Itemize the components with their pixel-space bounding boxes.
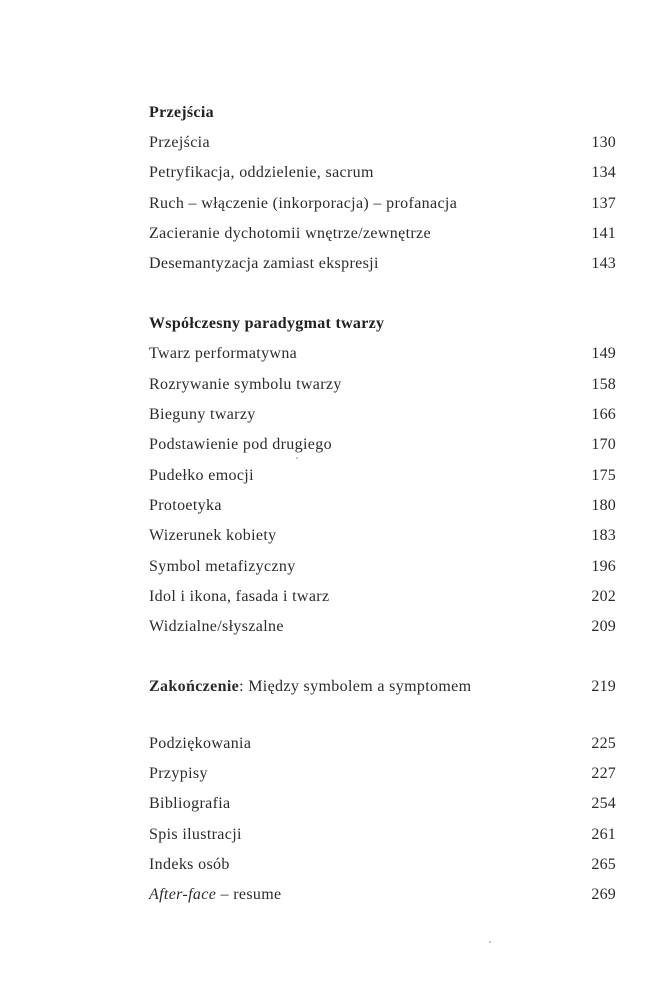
entry-title: Ruch – włączenie (inkorporacja) – profanacja: [149, 194, 458, 212]
toc-entry[interactable]: [149, 400, 616, 430]
toc-entry-conclusion[interactable]: [149, 672, 616, 702]
entry-page: 227: [591, 765, 616, 783]
toc-entry[interactable]: [149, 521, 616, 551]
toc-entry[interactable]: [149, 729, 616, 759]
entry-page: 170: [591, 436, 616, 454]
entry-page: 202: [591, 587, 616, 605]
entry-page: 196: [591, 557, 616, 575]
conclusion-label: Zakończenie: [149, 678, 240, 696]
entry-page: 141: [591, 224, 616, 242]
entry-title: [149, 880, 282, 910]
toc-entry[interactable]: [149, 461, 616, 491]
entry-title: Bibliografia: [149, 795, 231, 813]
resume-rest: – resume: [216, 886, 282, 904]
entry-page: 269: [591, 886, 616, 904]
entry-title: Protoetyka: [149, 496, 222, 514]
toc-entry[interactable]: [149, 820, 616, 850]
entry-page: 180: [591, 496, 616, 514]
section-spacer: [149, 703, 616, 729]
entry-title: Indeks osób: [149, 855, 230, 873]
toc-entry[interactable]: [149, 850, 616, 880]
entry-title: Podziękowania: [149, 734, 252, 752]
entry-title: Przejścia: [149, 134, 210, 151]
entry-title: Desemantyzacja zamiast ekspresji: [149, 255, 379, 273]
entry-page: 137: [591, 194, 616, 212]
toc-entry[interactable]: [149, 249, 616, 279]
toc-entry[interactable]: [149, 219, 616, 249]
section-spacer: [149, 279, 616, 309]
toc-entry[interactable]: [149, 370, 616, 400]
toc-entry[interactable]: [149, 612, 616, 642]
entry-page: 143: [591, 255, 616, 273]
entry-title: Spis ilustracji: [149, 825, 242, 843]
entry-title: Widzialne/słyszalne: [149, 618, 284, 636]
entry-page: 175: [591, 466, 616, 484]
entry-title: Wizerunek kobiety: [149, 527, 277, 545]
entry-title: Rozrywanie symbolu twarzy: [149, 375, 342, 393]
toc-entry[interactable]: [149, 552, 616, 582]
entry-page: 265: [591, 855, 616, 873]
entry-page: 134: [591, 164, 616, 182]
entry-title: Pudełko emocji: [149, 466, 254, 484]
toc-entry[interactable]: [149, 430, 616, 460]
paper-speck: [489, 941, 491, 943]
entry-title: Podstawienie pod drugiego: [149, 436, 332, 454]
entry-page: 261: [591, 825, 616, 843]
entry-page: 209: [591, 618, 616, 636]
section-title: Współczesny paradygmat twarzy: [149, 315, 385, 333]
toc-entry[interactable]: [149, 789, 616, 819]
toc-section-przejscia: [149, 98, 616, 279]
entry-title: [149, 672, 471, 702]
toc-entry[interactable]: [149, 582, 616, 612]
entry-title: Bieguny twarzy: [149, 406, 256, 424]
toc-entry[interactable]: [149, 491, 616, 521]
entry-title: Przypisy: [149, 765, 208, 783]
toc-back-matter: [149, 729, 616, 911]
entry-title: Zacieranie dychotomii wnętrze/zewnętrze: [149, 224, 431, 242]
entry-page: 183: [591, 527, 616, 545]
entry-title: Idol i ikona, fasada i twarz: [149, 587, 330, 605]
conclusion-subtitle: Między symbolem a symptomem: [248, 678, 472, 696]
entry-title: Petryfikacja, oddzielenie, sacrum: [149, 164, 374, 182]
toc-entry[interactable]: [149, 128, 616, 158]
entry-title: Symbol metafizyczny: [149, 557, 296, 575]
table-of-contents: [149, 98, 616, 911]
toc-entry[interactable]: [149, 189, 616, 219]
section-spacer: [149, 642, 616, 672]
entry-page: 166: [591, 406, 616, 424]
toc-entry[interactable]: [149, 759, 616, 789]
resume-italic-title: After-face: [149, 886, 217, 904]
toc-entry[interactable]: [149, 339, 616, 369]
paper-speck: [296, 457, 298, 459]
entry-page: 225: [591, 734, 616, 752]
entry-page: 130: [591, 134, 616, 151]
entry-page: 158: [591, 375, 616, 393]
toc-section-wspolczesny-paradygmat: [149, 309, 616, 642]
section-title: Przejścia: [149, 104, 214, 121]
entry-page: 219: [591, 678, 616, 696]
entry-page: 254: [591, 795, 616, 813]
toc-entry[interactable]: [149, 158, 616, 188]
entry-title: Twarz performatywna: [149, 345, 298, 363]
entry-page: 149: [591, 345, 616, 363]
toc-entry-resume[interactable]: [149, 880, 616, 910]
conclusion-separator: :: [239, 678, 249, 696]
